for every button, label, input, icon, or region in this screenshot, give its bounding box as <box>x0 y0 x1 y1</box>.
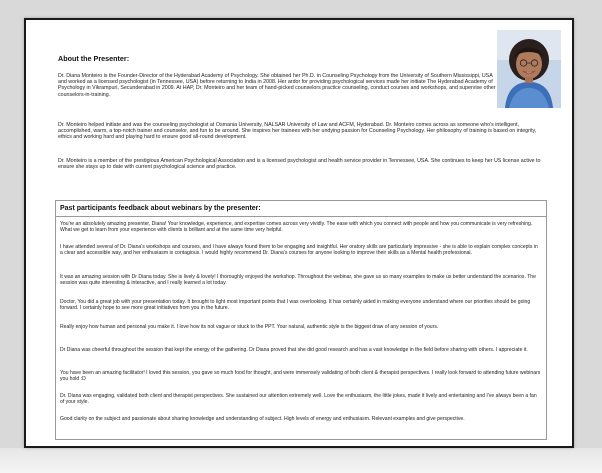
about-paragraph-1: Dr. Diana Monteiro is the Founder-Director of the Hyderabad Academy of Psychology. She obtained her Ph.D. in Counseling Psychology from the University of Southern Mississippi, USA and worked as a licensed psychologist (in Tennessee, USA) before returning to India in 2008. Her ardor for providing psychological services made her initiate The Hyderabad Academy of Psychology in Vikrampuri, Secunderabad in 2009. At HAP, Dr. Monteiro and her team of hand-picked counselors practice counseling, conduct courses and workshops, and supervise other counselors-in-training. <box>58 73 496 98</box>
feedback-item: Dr. Diana was engaging, validated both client and therapist perspectives. She sustained our attention extremely well. Love the enthusiasm, the little jokes, made it lively and entertaining and I've always been a fan of your style. <box>60 393 537 405</box>
about-paragraph-2: Dr. Monteiro helped initiate and was the counseling psychologist at Osmania University, NALSAR University of Law and ACFM, Hyderabad. Dr. Monteiro comes across as someone who's intelligent, accomplished, warm, a top-notch trainer and counselor, and fun to be around. She inspires her trainees with her undying passion for Counseling Psychology. Her philosophy of training is based on integrity, ethics and working hard and playing hard to ensure good all-round development. <box>58 122 537 141</box>
feedback-divider <box>56 216 546 217</box>
feedback-item: Doctor, You did a great job with your presentation today. It brought to light most important points that I was overlooking. It has certainly aided in making everyone understand where our priorities should be going forward. I certainly hope to see more great initiatives from you in the future. <box>60 299 531 311</box>
document-page <box>24 18 574 448</box>
feedback-item: You have been an amazing facilitator! I loved this session, you gave so much food for thought, and were immensely validating of both client & therapist perspectives. I really look forward to attending future webinars you hold :D <box>60 370 541 382</box>
feedback-heading: Past participants feedback about webinars by the presenter: <box>60 205 261 212</box>
presenter-photo <box>497 30 561 108</box>
feedback-item: Good clarity on the subject and passionate about sharing knowledge and understanding of subject. High levels of energy and enthusiasm. Relevant examples and give perspective. <box>60 416 465 422</box>
feedback-item: I have attended several of Dr. Diana's workshops and courses, and I have always found them to be engaging and insightful. Her oratory skills are particularly impressive - she is able to explain complex concepts in a clear and accessible way, and her enthusiasm is contagious. I would highly recommend Dr. Diana's courses for anyone looking to improve their skills as a Mental health professional. <box>60 244 538 256</box>
page-shadow <box>0 448 602 473</box>
feedback-box <box>55 200 547 440</box>
about-paragraph-3: Dr. Monteiro is a member of the prestigious American Psychological Association and is a licensed psychologist and health service provider in Tennessee, USA. She continues to keep her US license active to ensure she stays up to date with current psychological science and practice. <box>58 158 541 171</box>
feedback-item: Really enjoy how human and personal you make it. I love how its not vague or stuck to the PPT. Your natural, authentic style is the biggest draw of any session of yours. <box>60 324 439 330</box>
feedback-item: It was an amazing session with Dr Diana today. She is lively & lovely! I thoroughly enjoyed the workshop. Throughout the webinar, she gave us so many examples to make us better understand the scenarios. The session was quite interesting & interactive, and I really learned a lot today. <box>60 274 536 286</box>
about-presenter-heading: About the Presenter: <box>58 54 130 63</box>
presenter-portrait-image <box>497 30 561 108</box>
feedback-item: Dr Diana was cheerful throughout the session that kept the energy of the gathering. Dr Diana proved that she did good research and has a vast knowledge in the field before sharing with others. I appreciate it. <box>60 347 528 353</box>
feedback-item: You're an absolutely amazing presenter, Diana! Your knowledge, experience, and expertise comes across very vividly. The ease with which you connect with people and how you communicate is very refreshing. What we get to learn from your experience with clients is brilliant and at the same time very helpful. <box>60 221 533 233</box>
